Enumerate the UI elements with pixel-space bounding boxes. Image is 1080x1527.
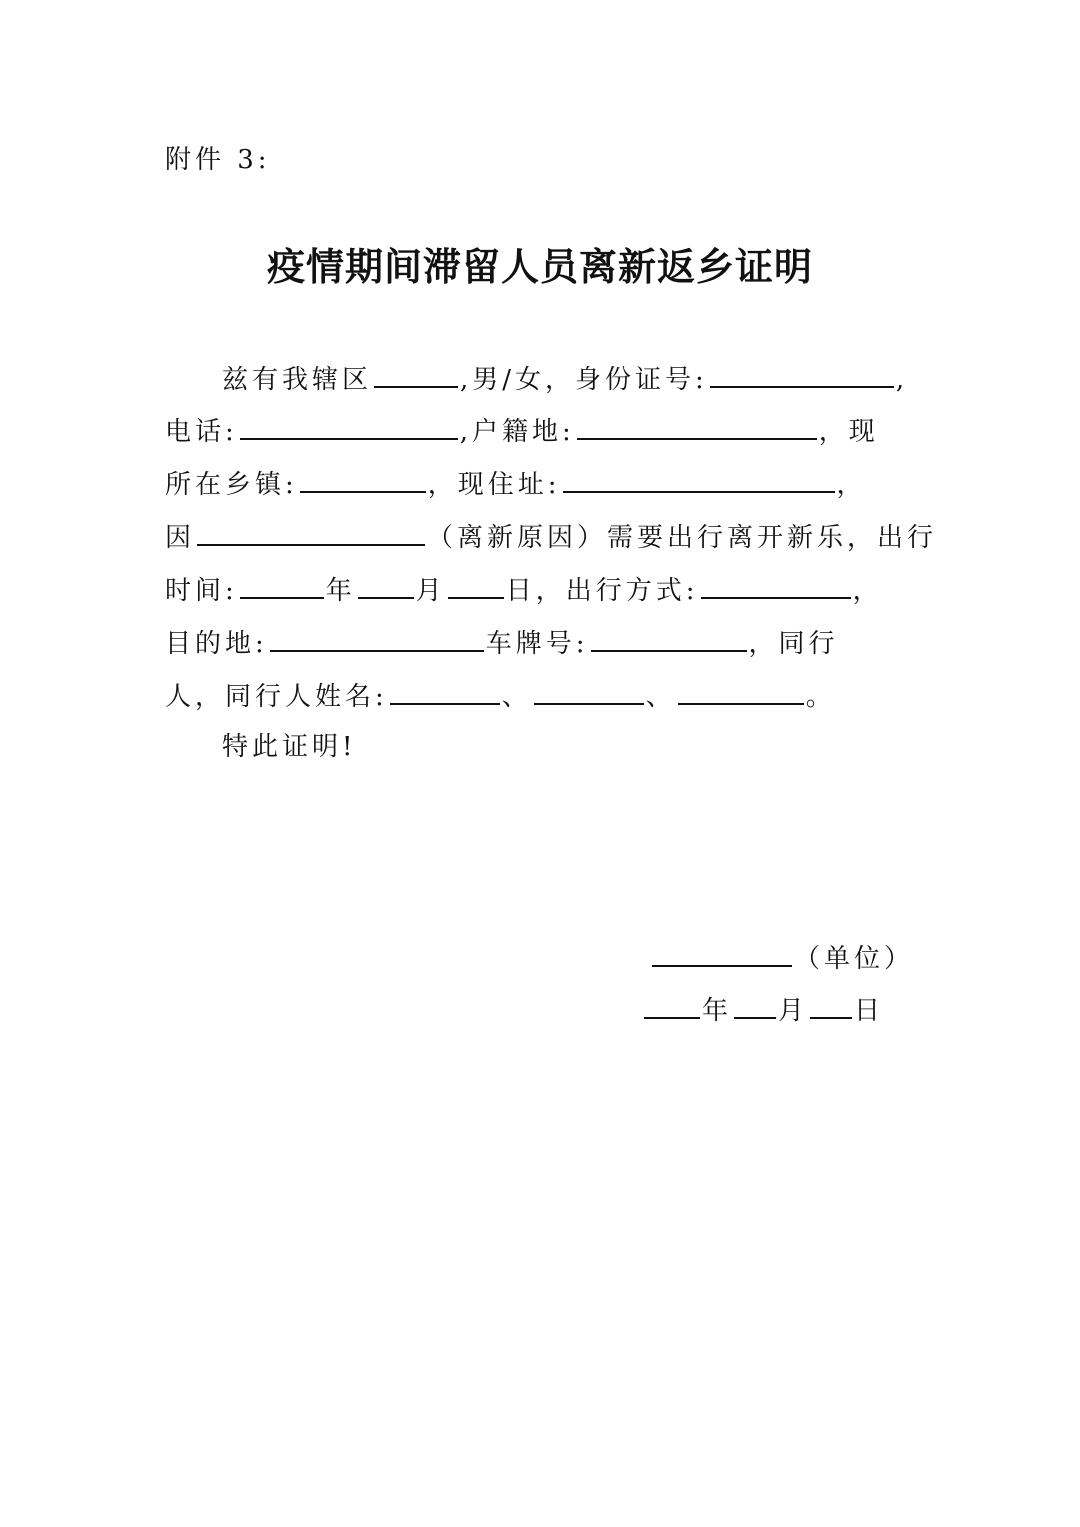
household-register-blank xyxy=(577,412,817,440)
text-segment: 因 xyxy=(165,523,196,553)
month-label: 月 xyxy=(778,996,809,1026)
text-segment: , xyxy=(895,365,909,395)
text-segment: 电话: xyxy=(165,417,238,447)
companion-name-blank-2 xyxy=(534,677,644,705)
unit-blank xyxy=(652,939,792,967)
travel-year-blank xyxy=(240,571,324,599)
travel-day-blank xyxy=(448,571,504,599)
signature-unit-line xyxy=(650,939,914,975)
text-segment: 、 xyxy=(501,682,532,712)
phone-blank xyxy=(240,412,458,440)
signature-date-line xyxy=(642,991,884,1027)
closing-statement: 特此证明! xyxy=(222,732,357,762)
attachment-label: 附件 3: xyxy=(165,145,271,175)
sign-month-blank xyxy=(734,991,776,1019)
companion-name-blank-3 xyxy=(678,677,804,705)
travel-mode-blank xyxy=(701,571,851,599)
text-segment: ,男/女，身份证号: xyxy=(460,365,708,395)
text-segment: ，同行 xyxy=(748,629,839,659)
sign-year-blank xyxy=(644,991,700,1019)
unit-label: （单位） xyxy=(794,944,915,974)
text-segment: 兹有我辖区 xyxy=(222,365,373,395)
current-address-blank xyxy=(563,465,835,493)
text-segment: 所在乡镇: xyxy=(165,470,298,500)
text-segment: ， xyxy=(852,576,883,606)
body-line-5 xyxy=(165,571,883,607)
text-segment: 年 xyxy=(325,576,356,606)
text-segment: （离新原因）需要出行离开新乐，出行 xyxy=(427,523,938,553)
text-segment: 、 xyxy=(645,682,676,712)
travel-month-blank xyxy=(358,571,414,599)
sign-day-blank xyxy=(810,991,852,1019)
destination-blank xyxy=(270,624,484,652)
text-segment: 目的地: xyxy=(165,629,268,659)
body-line-2 xyxy=(165,412,879,448)
township-blank xyxy=(300,465,426,493)
body-line-6 xyxy=(165,624,839,660)
text-segment: 车牌号: xyxy=(485,629,589,659)
text-segment: ，现 xyxy=(818,417,879,447)
reason-blank xyxy=(197,518,425,546)
text-segment: ,户籍地: xyxy=(459,417,575,447)
text-segment: ，现住址: xyxy=(427,470,561,500)
text-segment: ， xyxy=(836,470,867,500)
body-line-1 xyxy=(222,360,908,396)
document-title: 疫情期间滞留人员离新返乡证明 xyxy=(266,245,813,289)
text-segment: 人，同行人姓名: xyxy=(165,682,388,712)
text-segment: 日，出行方式: xyxy=(505,576,699,606)
text-segment: 。 xyxy=(805,682,836,712)
text-segment: 时间: xyxy=(165,576,238,606)
day-label: 日 xyxy=(854,996,885,1026)
body-line-4 xyxy=(165,518,937,554)
companion-name-blank-1 xyxy=(390,677,500,705)
text-segment: 月 xyxy=(415,576,446,606)
id-number-blank xyxy=(710,360,894,388)
body-line-3 xyxy=(165,465,867,501)
district-blank xyxy=(374,360,458,388)
year-label: 年 xyxy=(702,996,733,1026)
plate-number-blank xyxy=(591,624,747,652)
body-line-7 xyxy=(165,677,836,713)
